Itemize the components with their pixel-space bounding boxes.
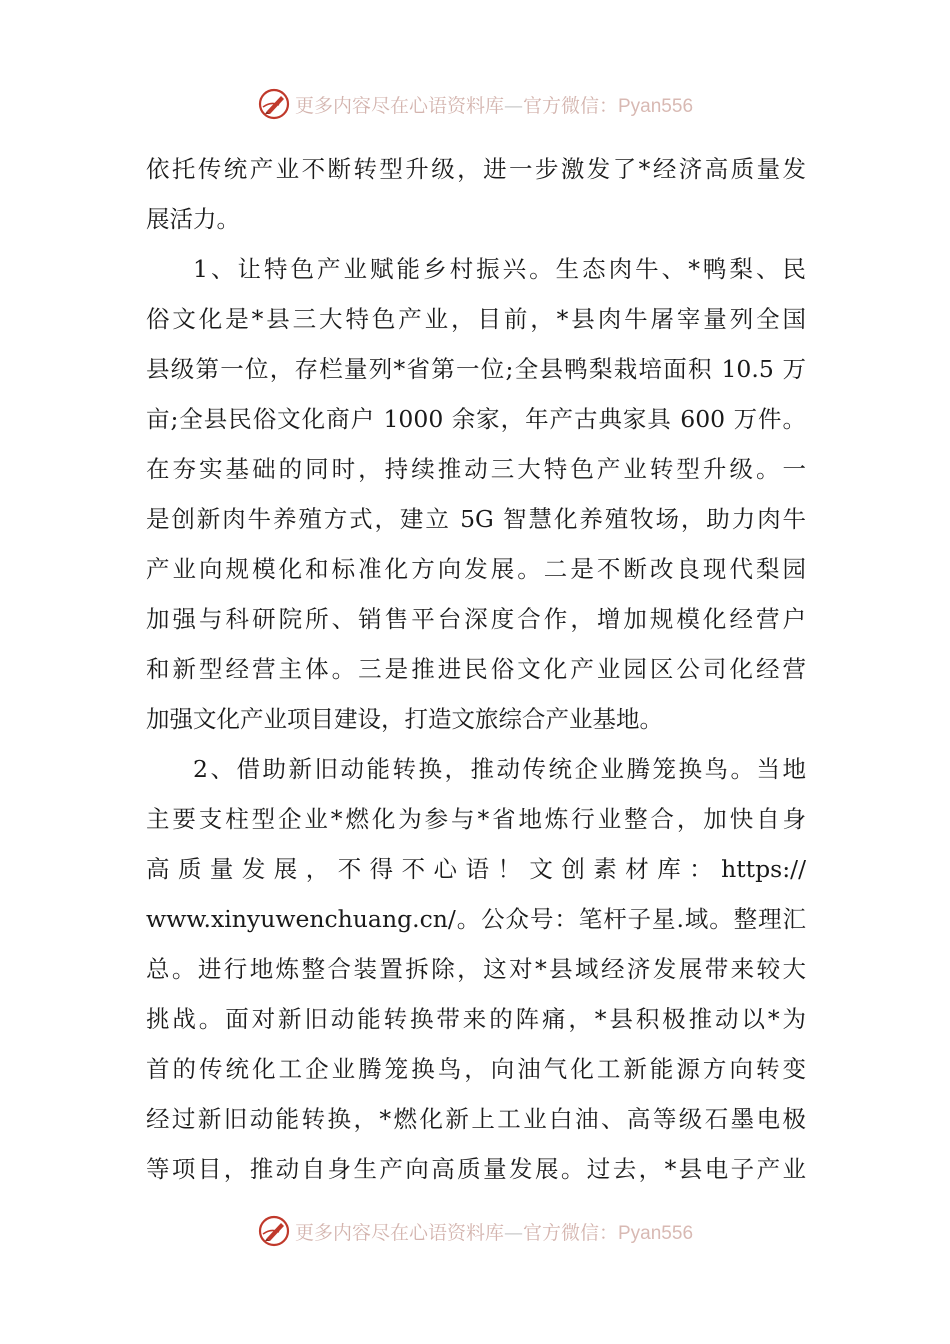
header-banner-text [295,91,693,118]
body-line: 依托传统产业不断转型升级，进一步激发了*经济高质量发 [146,155,806,183]
body-line: 展活力。 [146,205,240,233]
body-line: 和新型经营主体。三是推进民俗文化产业园区公司化经营 [146,655,806,683]
body-line: 总。进行地炼整合装置拆除，这对*县域经济发展带来较大 [146,955,806,983]
footer-banner-contact: 官方微信： [522,1221,618,1244]
footer-banner-dash: — [503,1221,523,1244]
body-line: 县级第一位，存栏量列*省第一位;全县鸭梨栽培面积 10.5 万 [146,355,806,383]
body-line: 等项目，推动自身生产向高质量发展。过去，*县电子产业 [146,1155,806,1183]
header-banner [0,84,950,124]
body-line: 在夯实基础的同时，持续推动三大特色产业转型升级。一 [146,455,806,483]
body-line: 首的传统化工企业腾笼换鸟，向油气化工新能源方向转变 [146,1055,806,1083]
header-banner-dash: — [503,94,523,117]
body-line: 是创新肉牛养殖方式，建立 5G 智慧化养殖牧场，助力肉牛 [146,505,806,533]
body-line: 俗文化是*县三大特色产业，目前，*县肉牛屠宰量列全国 [146,305,806,333]
body-line: www.xinyuwenchuang.cn/。公众号：笔杆子星.域。整理汇 [146,905,806,933]
header-banner-slogan: 更多内容尽在心语资料库 [294,94,504,117]
body-line: 高质量发展，不得不心语！文创素材库：https:// [146,855,806,883]
body-line: 主要支柱型企业*燃化为参与*省地炼行业整合，加快自身 [146,805,806,833]
header-banner-contact: 官方微信： [522,94,618,117]
body-line: 加强文化产业项目建设，打造文旅综合产业基地。 [146,705,663,733]
footer-banner-wechat-id: Pyan556 [618,1222,694,1244]
paragraph-1-heading-line: 1、让特色产业赋能乡村振兴。生态肉牛、*鸭梨、民 [193,255,806,283]
footer-banner [0,1211,950,1251]
body-line: 亩;全县民俗文化商户 1000 余家，年产古典家具 600 万件。 [146,405,806,433]
body-line: 加强与科研院所、销售平台深度合作，增加规模化经营户 [146,605,806,633]
footer-banner-text [295,1218,693,1245]
body-line: 挑战。面对新旧动能转换带来的阵痛，*县积极推动以*为 [146,1005,806,1033]
document-body [146,144,806,1194]
footer-banner-slogan: 更多内容尽在心语资料库 [294,1221,504,1244]
body-line: 经过新旧动能转换，*燃化新上工业白油、高等级石墨电极 [146,1105,806,1133]
pen-logo-icon [257,87,291,121]
body-line: 产业向规模化和标准化方向发展。二是不断改良现代梨园 [146,555,806,583]
header-banner-wechat-id: Pyan556 [618,95,694,117]
pen-logo-icon [257,1214,291,1248]
paragraph-2-heading-line: 2、借助新旧动能转换，推动传统企业腾笼换鸟。当地 [193,755,806,783]
